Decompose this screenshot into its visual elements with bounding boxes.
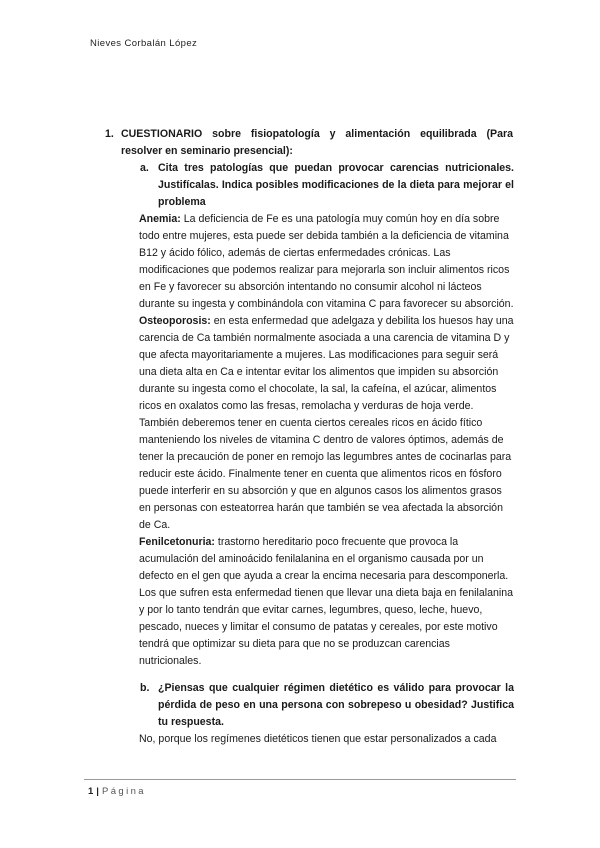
question-1 <box>105 126 513 160</box>
question-b <box>140 680 514 731</box>
question-a-letter: a. <box>140 162 149 174</box>
answer-fenilcetonuria-term: Fenilcetonuria: <box>139 536 215 548</box>
answer-anemia-term: Anemia: <box>139 213 181 225</box>
question-1-title: CUESTIONARIO sobre fisiopatología y alimentación equilibrada (Para resolver en seminario presencial): <box>121 128 513 157</box>
answer-fenilcetonuria-text: trastorno hereditario poco frecuente que provoca la acumulación del aminoácido fenilalanina en el organismo causada por un defecto en el gen que ayuda a crear la encima necesaria para descomponerla. Los que sufren esta enfermedad tienen que llevar una dieta baja en fenilalanina y por lo tanto tendrán que evitar carnes, legumbres, queso, leche, huevo, pescado, nueces y limitar el consumo de patatas y cereales, por este motivo tendrá que optimizar su dieta para que no se produzcan carencias nutricionales. <box>139 536 513 667</box>
question-1-number: 1. <box>105 128 114 140</box>
question-b-letter: b. <box>140 682 150 694</box>
answer-anemia <box>139 211 514 313</box>
question-a-text: Cita tres patologías que puedan provocar carencias nutricionales. Justifícalas. Indica posibles modificaciones de la dieta para mejorar el problema <box>158 162 514 208</box>
question-b-answer: No, porque los regímenes dietéticos tienen que estar personalizados a cada <box>139 733 497 745</box>
footer-separator: | <box>96 786 99 797</box>
answer-osteoporosis-term: Osteoporosis: <box>139 315 211 327</box>
footer-page-word: Página <box>101 786 146 797</box>
document-body <box>0 126 600 748</box>
page-header-author: Nieves Corbalán López <box>90 38 198 49</box>
answer-osteoporosis <box>139 313 514 534</box>
page-footer <box>88 786 146 797</box>
question-a <box>140 160 514 211</box>
answer-anemia-text: La deficiencia de Fe es una patología muy común hoy en día sobre todo entre mujeres, esta puede ser debida también a la deficiencia de vitamina B12 y ácido fólico, además de ciertas enfermedades crónicas. Las modificaciones que podemos realizar para mejorarla son incluir alimentos ricos en Fe y favorecer su absorción intentando no consumir alcohol ni lácteos durante su ingesta y combinándola con vitamina C para favorecer su absorción. <box>139 213 514 310</box>
footer-divider <box>84 779 516 780</box>
answer-fenilcetonuria <box>139 534 514 670</box>
footer-page-number: 1 <box>88 786 94 797</box>
question-a-answer <box>139 211 514 670</box>
answer-osteoporosis-text: en esta enfermedad que adelgaza y debilita los huesos hay una carencia de Ca también normalmente asociada a una carencia de vitamina D y que afecta mayoritariamente a mujeres. Las modificaciones para seguir será una dieta alta en Ca e intentar evitar los alimentos que impiden su absorción durante su ingesta como el chocolate, la sal, la cafeína, el azúcar, alimentos ricos en oxalatos como las fresas, remolacha y verduras de hoja verde. También deberemos tener en cuenta ciertos cereales ricos en ácido fítico manteniendo los niveles de vitamina C dentro de valores óptimos, además de tener la precaución de poner en remojo las legumbres antes de cocinarlas para reducir este ácido. Finalmente tener en cuenta que alimentos ricos en fósforo puede interferir en su absorción y que en algunos casos los alimentos grasos en personas con esteatorrea harán que también se vea afectada la absorción de Ca. <box>139 315 514 531</box>
question-b-text: ¿Piensas que cualquier régimen dietético es válido para provocar la pérdida de peso en una persona con sobrepeso u obesidad? Justifica tu respuesta. <box>158 682 514 728</box>
